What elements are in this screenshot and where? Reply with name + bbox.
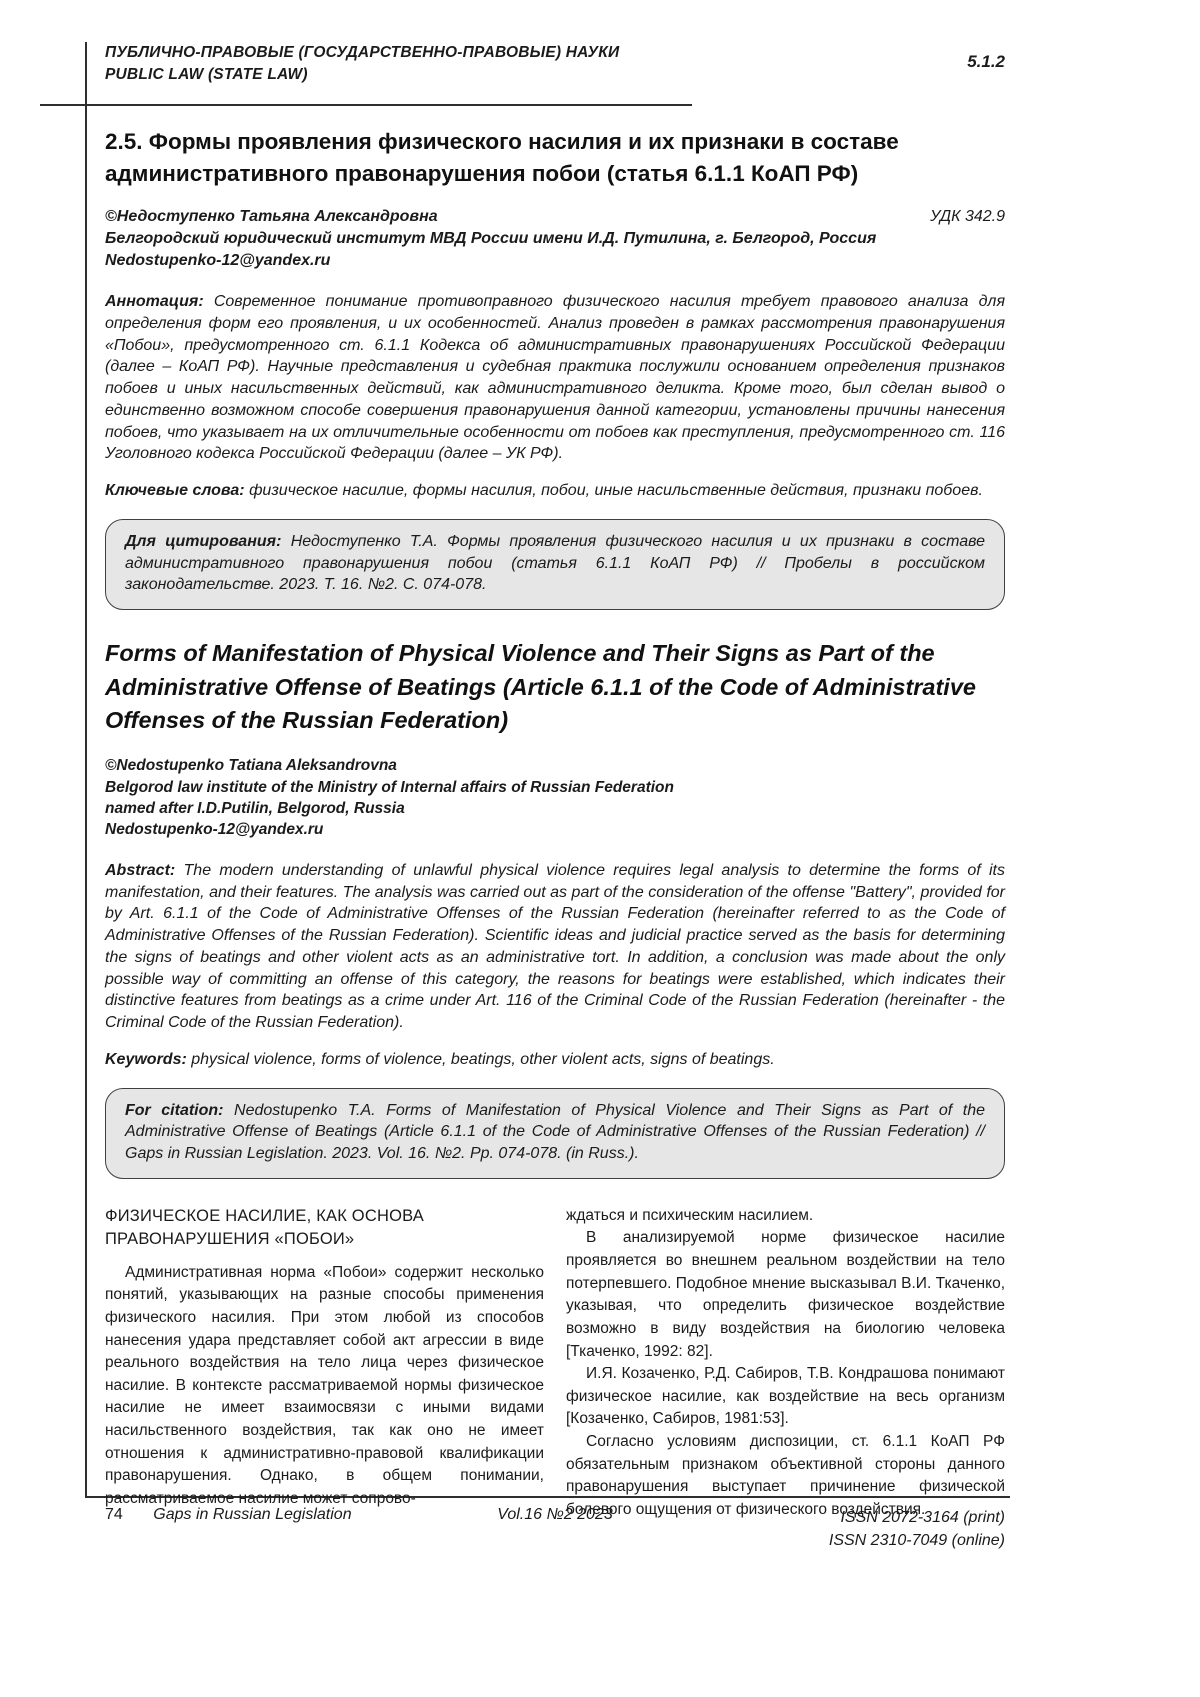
byline-row — [105, 206, 1005, 228]
rubric-en: PUBLIC LAW (STATE LAW) — [105, 66, 308, 83]
abstract-en — [105, 860, 1005, 1034]
section-rubric — [105, 42, 619, 86]
right-column — [566, 1205, 1005, 1522]
keywords-ru — [105, 480, 1005, 502]
author-name-ru: ©Недоступенко Татьяна Александровна — [105, 208, 438, 225]
body-paragraph: Согласно условиям диспозиции, ст. 6.1.1 КоАП РФ обязательным признаком объективной стороны данного правонарушения выступает причинение физической болевого ощущения от физического воздействия. — [566, 1433, 1005, 1518]
citation-ru — [125, 531, 985, 596]
article-title-en: Forms of Manifestation of Physical Violence and Their Signs as Part of the Administrative Offense of Beatings (Article 6.1.1 of the Code of Administrative Offenses of the Russian Federation) — [105, 640, 976, 733]
body-paragraph: ждаться и психическим насилием. — [566, 1206, 814, 1224]
left-column — [105, 1205, 544, 1522]
keywords-en — [105, 1049, 1005, 1071]
citation-text-ru: Недоступенко Т.А. Формы проявления физического насилия и их признаки в составе административного правонарушения побои (статья 6.1.1 КоАП РФ) // Пробелы в российском законодательстве. 2023. Т. 16. №2. С. 074-078. — [125, 532, 986, 594]
abstract-text-en: The modern understanding of unlawful physical violence requires legal analysis to determine the forms of its manifestation, and their features. The analysis was carried out as part of the consideration of the offense "Battery", provided for by Art. 6.1.1 of the Code of Administrative Offenses of the Russian Federation (hereinafter referred to as the Code of Administrative Offenses of the Russian Federation). Scientific ideas and judicial practice served as the basis for determining the signs of beatings and other violent acts as an administrative tort. In addition, a conclusion was made about the only possible way of committing an offense of this category, the reasons for beatings were established, which indicates their distinctive features from beatings as a crime under Art. 116 of the Criminal Code of the Russian Federation (hereinafter - the Criminal Code of the Russian Federation). — [105, 861, 1005, 1032]
author-email-ru: Nedostupenko-12@yandex.ru — [105, 252, 331, 270]
keywords-text-en: physical violence, forms of violence, beatings, other violent acts, signs of beatings. — [191, 1050, 775, 1068]
article-title-ru: 2.5. Формы проявления физического насилия и их признаки в составе административного правонарушения побои (статья 6.1.1 КоАП РФ) — [105, 129, 899, 186]
issn-online: ISSN 2310-7049 (online) — [828, 1532, 1005, 1550]
body-paragraph: Административная норма «Побои» содержит несколько понятий, указывающих на разные способы применения физического насилия. При этом любой из способов нанесения удара представляет собой акт агрессии в виде реального воздействия на тело лица через физическое насилие. В контексте рассматриваемой нормы физическое насилие не имеет взаимосвязи с иными видами насильственного воздействия, так как оно не имеет отношения к административно-правовой квалификации правонарушения. Однако, в общем понимании, рассматриваемое насилие может сопрово- — [105, 1263, 544, 1507]
page-number: 74 — [105, 1506, 123, 1523]
rubric-ru: ПУБЛИЧНО-ПРАВОВЫЕ (ГОСУДАРСТВЕННО-ПРАВОВЫЕ) НАУКИ — [105, 44, 620, 61]
article-body — [105, 1205, 1005, 1522]
citation-en — [125, 1100, 985, 1165]
journal-name: Gaps in Russian Legislation — [153, 1506, 352, 1523]
affiliation-ru: Белгородский юридический институт МВД России имени И.Д. Путилина, г. Белгород, Россия — [105, 230, 877, 248]
issue-info: Vol.16 №2 2023 — [497, 1506, 613, 1523]
udk-code: УДК 342.9 — [930, 208, 1005, 225]
body-paragraph: И.Я. Козаченко, Р.Д. Сабиров, Т.В. Кондрашова понимают физическое насилие, как воздействие на весь организм [Козаченко, Сабиров, 1981:53]. — [566, 1365, 1005, 1428]
author-name-en: ©Nedostupenko Tatiana Aleksandrovna — [105, 757, 397, 775]
citation-box-en — [105, 1088, 1005, 1179]
body-paragraph: В анализируемой норме физическое насилие проявляется во внешнем реальном воздействии на тело потерпевшего. Подобное мнение высказывал В.И. Ткаченко, указывая, что определить физическое воздействие возможно в виду воздействия на биологию человека [Ткаченко, 1992: 82]. — [566, 1229, 1005, 1360]
page-header — [105, 42, 1005, 86]
citation-box-ru — [105, 519, 1005, 610]
footer-left — [105, 1506, 405, 1524]
author-email-en: Nedostupenko-12@yandex.ru — [105, 821, 324, 839]
footer-right — [705, 1506, 1005, 1552]
left-margin-rule — [85, 42, 87, 1498]
keywords-text-ru: физическое насилие, формы насилия, побои, иные насильственные действия, признаки побоев. — [249, 482, 983, 500]
page-content — [105, 42, 1005, 1522]
citation-label-en: For citation: — [125, 1101, 224, 1119]
abstract-ru — [105, 291, 1005, 465]
specialty-code: 5.1.2 — [967, 52, 1005, 71]
abstract-label-en: Abstract: — [105, 861, 176, 879]
citation-label-ru: Для цитирования: — [125, 532, 282, 550]
author-block-en — [105, 755, 1005, 841]
abstract-label-ru: Аннотация: — [105, 293, 204, 311]
affiliation-en-line1: Belgorod law institute of the Ministry of Internal affairs of Russian Federation — [105, 778, 674, 796]
section-heading: ФИЗИЧЕСКОЕ НАСИЛИЕ, КАК ОСНОВА ПРАВОНАРУШЕНИЯ «ПОБОИ» — [105, 1206, 424, 1249]
affiliation-en-line2: named after I.D.Putilin, Belgorod, Russia — [105, 800, 405, 818]
page-footer — [105, 1506, 1005, 1552]
keywords-label-ru: Ключевые слова: — [105, 482, 245, 500]
keywords-label-en: Keywords: — [105, 1050, 187, 1068]
abstract-text-ru: Современное понимание противоправного физического насилия требует правового анализа для определения форм его проявления, и их особенностей. Анализ проведен в рамках рассмотрения правонарушения «Побои», предусмотренного ст. 6.1.1 Кодекса об административных правонарушениях Российской Федерации (далее – КоАП РФ). Научные представления и судебная практика послужили основанием определения признаков побоев и иных насильственных действий, как административного деликта. Кроме того, был сделан вывод о единственно возможном способе совершения правонарушения данной категории, установлены причины нанесения побоев, что указывает на их отличительные особенности от побоев как преступления, предусмотренного ст. 116 Уголовного кодекса Российской Федерации (далее – УК РФ). — [105, 293, 1005, 463]
citation-text-en: Nedostupenko T.A. Forms of Manifestation of Physical Violence and Their Signs as Part of the Administrative Offense of Beatings (Article 6.1.1 of the Code of Administrative Offenses of the Russian Federation) // Gaps in Russian Legislation. 2023. Vol. 16. №2. Pp. 074-078. (in Russ.). — [125, 1101, 985, 1163]
issn-print: ISSN 2072-3164 (print) — [840, 1509, 1005, 1526]
